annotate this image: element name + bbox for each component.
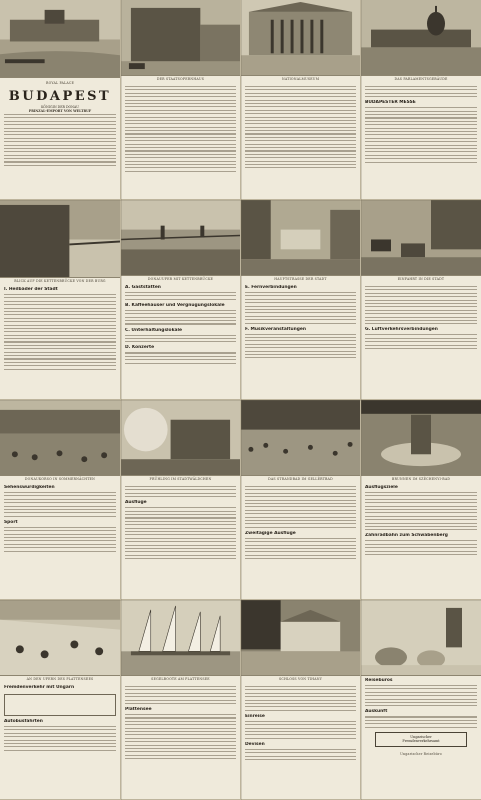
panel-fountain xyxy=(361,400,481,600)
photo-lake-shore xyxy=(0,600,120,676)
panel-contact xyxy=(361,600,481,800)
section-heading: Einreise xyxy=(245,713,265,719)
text-block xyxy=(125,310,236,325)
section-heading: Ausflüge xyxy=(125,500,147,506)
section-heading: E. Fernverbindungen xyxy=(245,285,297,290)
photo-folk-costume xyxy=(361,600,481,676)
photo-image xyxy=(0,0,120,77)
section-heading: Reisebüros xyxy=(365,678,393,683)
section-heading: Plattensee xyxy=(125,707,152,713)
stamp-line: Ungarischer xyxy=(410,734,432,739)
section-heading: C. Unterhaltungslokale xyxy=(125,327,182,333)
text-block xyxy=(125,686,236,704)
text-block xyxy=(365,107,477,162)
text-block xyxy=(245,538,356,559)
panel-opera xyxy=(121,0,241,200)
section-heading: Sehenswürdigkeiten xyxy=(4,485,55,490)
panel-beach xyxy=(241,400,361,600)
text-block xyxy=(365,540,477,555)
photo-strandbad xyxy=(241,400,360,476)
photo-caption: DER STAATSOPERNHAUS xyxy=(156,77,205,81)
panel-sailboats xyxy=(121,600,241,800)
stamp-line: Fremdenverkehrsamt xyxy=(402,739,440,744)
text-block xyxy=(4,527,116,552)
photo-caption: DAS STRANDBAD IM GELLÉRTBAD xyxy=(268,477,333,481)
panel-museum xyxy=(241,0,361,200)
photo-image xyxy=(241,400,360,475)
photo-image xyxy=(241,200,360,275)
text-block xyxy=(125,507,236,559)
photo-caption: SCHLOSS VON TIHANY xyxy=(278,677,323,681)
section-heading: Ausflugsziele xyxy=(365,485,398,490)
photo-caption: DONAUKORSO IN SOMMERNÄCHTEN xyxy=(24,477,96,481)
text-block xyxy=(365,492,477,530)
photo-caption: HAUPTSTRASSE DER STADT xyxy=(274,277,327,281)
text-block xyxy=(245,292,356,324)
text-block xyxy=(125,292,236,300)
photo-traffic xyxy=(361,200,481,276)
section-heading: F. Musikveranstaltungen xyxy=(245,326,306,332)
photo-street xyxy=(241,200,360,276)
photo-city-view xyxy=(0,200,120,278)
text-block xyxy=(245,749,356,760)
photo-caption: FRÜHLING IM STADTWÄLDCHEN xyxy=(149,477,212,481)
office-stamp xyxy=(375,732,467,747)
photo-image xyxy=(361,0,481,75)
photo-caption: NATIONALMUSEUM xyxy=(281,77,320,81)
photo-caption: AN DEN UFERN DES PLATTENSEES xyxy=(26,677,94,681)
text-block xyxy=(125,352,236,363)
section-heading: Devisen xyxy=(245,741,265,747)
photo-blossom xyxy=(121,400,240,476)
text-block xyxy=(245,686,356,711)
brochure-subtitle: KÖNIGIN DER DONAU xyxy=(41,105,79,109)
section-heading: G. Luftverkehrsverbindungen xyxy=(365,327,438,333)
text-block xyxy=(365,716,477,727)
photo-image xyxy=(121,400,240,475)
photo-image xyxy=(241,0,360,75)
text-block xyxy=(125,86,236,172)
photo-castle xyxy=(241,600,360,676)
panel-lake-shore xyxy=(0,600,121,800)
text-block xyxy=(4,492,116,517)
text-block xyxy=(245,486,356,528)
text-block xyxy=(125,335,236,343)
photo-danube xyxy=(121,200,240,276)
text-block xyxy=(365,286,477,324)
footer-note: Ungarischer Reisebüro xyxy=(400,751,442,756)
section-heading: Zahnradbahn zum Schwabenberg xyxy=(365,533,448,539)
panel-parliament xyxy=(361,0,481,200)
panel-chain-bridge-view xyxy=(0,200,121,400)
text-block xyxy=(245,721,356,739)
section-heading: B. Kaffeehäuser und Vergnügungslokale xyxy=(125,302,225,308)
photo-image xyxy=(121,600,240,675)
photo-fountain xyxy=(361,400,481,476)
section-heading: Autobusfahrten xyxy=(4,719,43,724)
photo-caption: BRUNNEN IM SZÉCHENYI-BAD xyxy=(391,477,451,481)
panel-main-street xyxy=(241,200,361,400)
fold-line xyxy=(0,600,481,601)
text-block xyxy=(365,685,477,706)
panel-title xyxy=(0,0,121,200)
photo-image xyxy=(241,600,360,675)
photo-parliament xyxy=(361,0,481,76)
panel-spring xyxy=(121,400,241,600)
photo-royal-palace xyxy=(0,0,120,78)
photo-caption: DONAUUFER MIT KETTENBRÜCKE xyxy=(147,277,214,281)
photo-opera xyxy=(121,0,240,76)
section-heading: A. Gaststätten xyxy=(125,285,161,290)
panel-danube-bank xyxy=(121,200,241,400)
text-block xyxy=(4,294,116,370)
text-block xyxy=(125,714,236,759)
text-block xyxy=(4,114,116,166)
photo-caption: ROYAL PALACE xyxy=(45,81,75,85)
photo-caption: BLICK AUF DIE KETTENBRÜCKE VON DER BURG xyxy=(14,279,106,283)
photo-image xyxy=(361,200,481,275)
section-heading: Sport xyxy=(4,519,18,525)
section-heading: Zweitägige Ausflüge xyxy=(245,530,296,536)
text-block xyxy=(125,486,236,497)
photo-museum xyxy=(241,0,360,76)
section-heading: I. Heilbäder der Stadt xyxy=(4,287,58,292)
photo-image xyxy=(361,400,481,475)
panel-danube-promenade xyxy=(0,400,121,600)
fare-table xyxy=(4,694,116,716)
brochure-title: BUDAPEST xyxy=(8,89,112,104)
text-block xyxy=(245,334,356,359)
fold-line xyxy=(0,200,481,201)
photo-image xyxy=(0,200,120,277)
panel-castle xyxy=(241,600,361,800)
photo-caption: SEGELBOOTE AM PLATTENSEE xyxy=(151,677,210,681)
photo-image xyxy=(121,200,240,275)
photo-promenade xyxy=(0,400,120,476)
brochure-subtitle-2: PRINZAL-EMPORT VON WELTRUF xyxy=(28,109,92,113)
panel-city-entry xyxy=(361,200,481,400)
fold-line xyxy=(0,400,481,401)
photo-caption: EINFAHRT IN DIE STADT xyxy=(397,277,445,281)
photo-image xyxy=(0,400,120,475)
section-heading: BUDAPESTER MESSE xyxy=(365,100,416,106)
photo-image xyxy=(121,0,240,75)
section-heading: Auskunft xyxy=(365,709,388,715)
text-block xyxy=(4,726,116,751)
photo-image xyxy=(0,600,120,675)
text-block xyxy=(245,86,356,168)
text-block xyxy=(365,86,477,97)
photo-caption: DAS PARLAMENTSGEBÄUDE xyxy=(394,77,448,81)
section-heading: D. Konzerte xyxy=(125,345,155,351)
photo-sailboats xyxy=(121,600,240,676)
section-heading: Fremdenverkehr mit Ungarn xyxy=(4,685,75,690)
text-block xyxy=(365,334,477,349)
photo-image xyxy=(361,600,481,675)
